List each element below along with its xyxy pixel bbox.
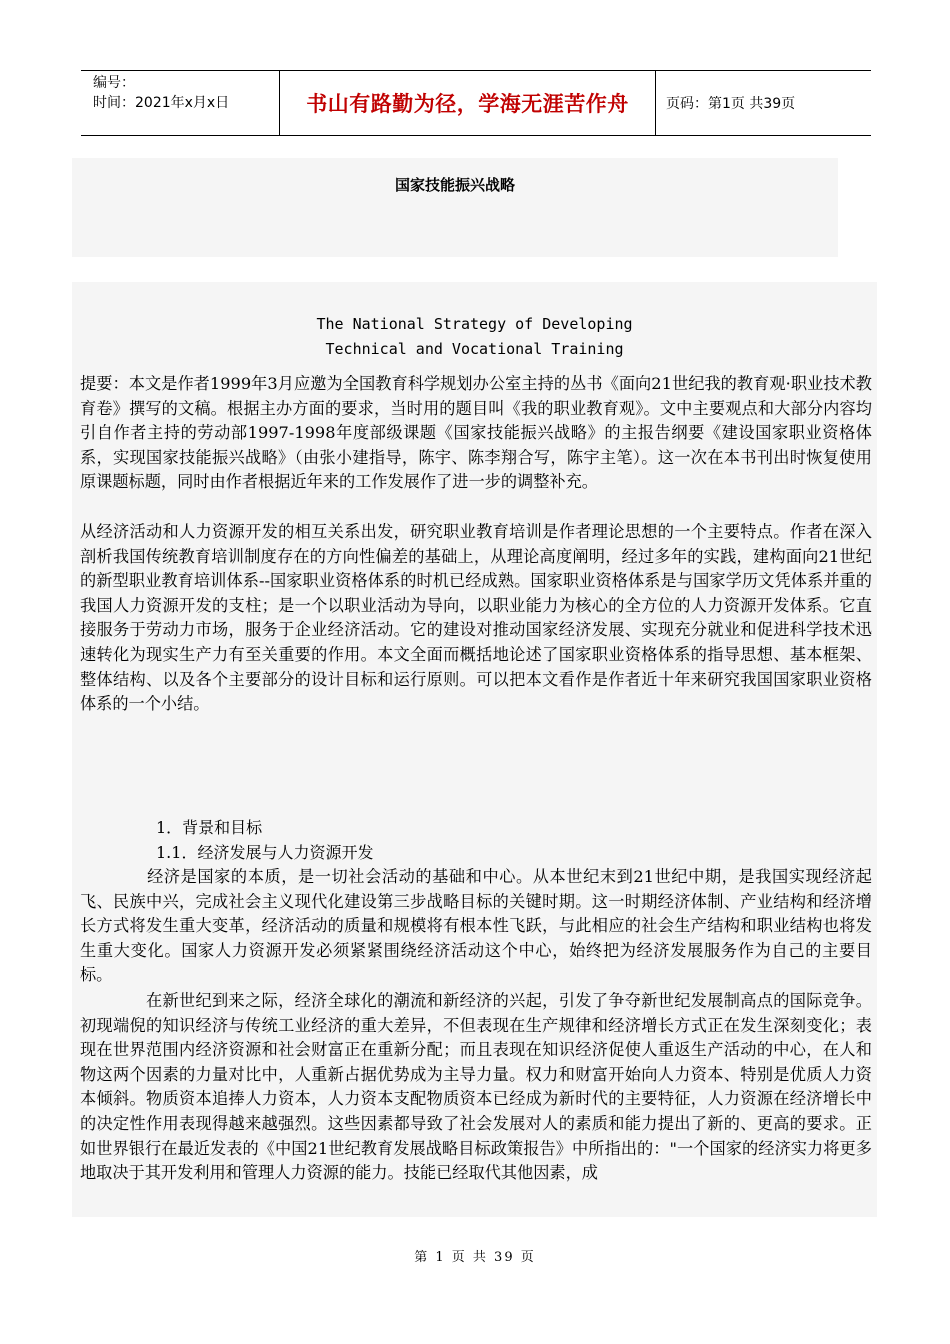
body-paragraph-1: 经济是国家的本质，是一切社会活动的基础和中心。从本世纪末到21世纪中期，是我国实现经济起飞、民族中兴，完成社会主义现代化建设第三步战略目标的关键时期。这一时期经济体制、产业结构和经济增长方式将发生重大变革，经济活动的质量和规模将有根本性飞跃，与此相应的社会生产结构和职业结构也将发生重大变化。国家人力资源开发必须紧紧围绕经济活动这个中心，始终把为经济发展服务作为自己的主要目标。 <box>80 867 872 985</box>
document-title: 国家技能振兴战略 <box>394 176 515 194</box>
english-title-line1: The National Strategy of Developing <box>316 315 633 333</box>
page-footer: 第 1 页 共 39 页 <box>414 1250 536 1265</box>
section-heading-1: 1．背景和目标 <box>156 818 263 837</box>
section-heading-1-1: 1.1．经济发展与人力资源开发 <box>156 843 374 862</box>
summary-paragraph: 从经济活动和人力资源开发的相互关系出发，研究职业教育培训是作者理论思想的一个主要特点。作者在深入剖析我国传统教育培训制度存在的方向性偏差的基础上，从理论高度阐明，经过多年的实践，建构面向21世纪的新型职业教育培训体系--国家职业资格体系的时机已经成熟。国家职业资格体系是与国家学历文凭体系并重的我国人力资源开发的支柱；是一个以职业活动为导向，以职业能力为核心的全方位的人力资源开发体系。它直接服务于劳动力市场，服务于企业经济活动。它的建设对推动国家经济发展、实现充分就业和促进科学技术迅速转化为现实生产力有至关重要的作用。本文全面而概括地论述了国家职业资格体系的指导思想、基本框架、整体结构、以及各个主要部分的设计目标和运行原则。可以把本文看作是作者近十年来研究我国国家职业资格体系的一个小结。 <box>80 522 872 714</box>
title-box <box>72 158 838 257</box>
content-box <box>72 282 877 1217</box>
number-label: 编号： <box>93 75 135 91</box>
time-label: 时间：2021年x月x日 <box>93 95 230 111</box>
page-info: 页码：第1页 共39页 <box>666 96 796 112</box>
header-table <box>81 70 871 136</box>
motto: 书山有路勤为径，学海无涯苦作舟 <box>280 71 656 135</box>
body-paragraph-2: 在新世纪到来之际，经济全球化的潮流和新经济的兴起，引发了争夺新世纪发展制高点的国际竞争。初现端倪的知识经济与传统工业经济的重大差异，不但表现在生产规律和经济增长方式正在发生深刻变化；表现在世界范围内经济资源和社会财富正在重新分配；而且表现在知识经济促使人重返生产活动的中心，在人和物这两个因素的力量对比中，人重新占据优势成为主导力量。权力和财富开始向人力资本、特别是优质人力资本倾斜。物质资本追捧人力资本，人力资本支配物质资本已经成为新时代的主要特征，人力资源在经济增长中的决定性作用表现得越来越强烈。这些因素都导致了社会发展对人的素质和能力提出了新的、更高的要求。正如世界银行在最近发表的《中国21世纪教育发展战略目标政策报告》中所指出的："一个国家的经济实力将更多地取决于其开发利用和管理人力资源的能力。技能已经取代其他因素，成 <box>80 991 872 1183</box>
english-title-line2: Technical and Vocational Training <box>325 340 624 358</box>
header-meta <box>81 71 280 135</box>
abstract-paragraph: 提要：本文是作者1999年3月应邀为全国教育科学规划办公室主持的丛书《面向21世纪我的教育观·职业技术教育卷》撰写的文稿。根据主办方面的要求，当时用的题目叫《我的职业教育观》。文中主要观点和大部分内容均引自作者主持的劳动部1997-1998年度部级课题《国家技能振兴战略》的主报告纲要《建设国家职业资格体系，实现国家技能振兴战略》（由张小建指导，陈宇、陈李翔合写，陈宇主笔）。这一次在本书刊出时恢复使用原课题标题，同时由作者根据近年来的工作发展作了进一步的调整补充。 <box>80 374 872 492</box>
